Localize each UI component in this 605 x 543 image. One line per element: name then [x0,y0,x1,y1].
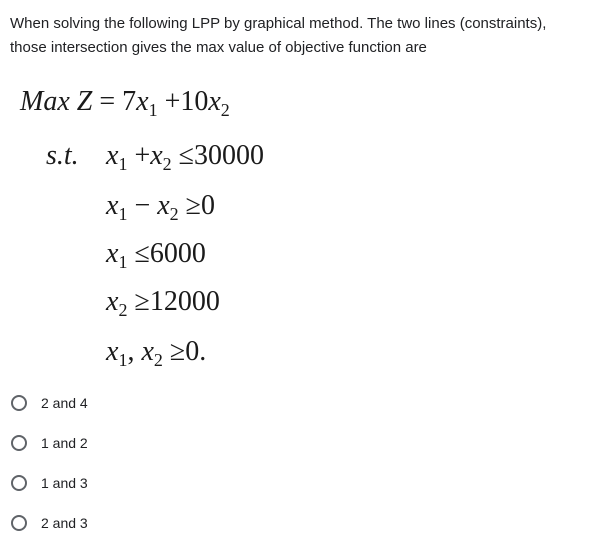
radio-unchecked-icon[interactable] [11,395,27,411]
objective-function: Max $Z = 7x_1 +10x_2$ [20,86,230,120]
option-label: 1 and 2 [41,435,88,451]
option-2-and-4[interactable] [10,383,310,423]
option-2-and-3[interactable] [10,503,310,543]
radio-unchecked-icon[interactable] [11,435,27,451]
constraint-2: $x_1 - x_2 \ge 0$ [106,190,216,224]
option-1-and-2[interactable] [10,423,310,463]
question-line-1: When solving the following LPP by graphical method. The two lines (constraints), [10,15,547,32]
option-label: 1 and 3 [41,475,88,491]
constraint-nonnegativity: $x_1$, $x_2 \ge 0$. [106,336,207,370]
answer-options [10,383,310,543]
radio-unchecked-icon[interactable] [11,515,27,531]
constraint-3: $x_1 \le 6000$ [106,238,206,272]
constraint-1: $x_1 +x_2 \le 30000$ [106,140,265,174]
option-label: 2 and 3 [41,515,88,531]
question-line-2: those intersection gives the max value of objective function are [10,39,427,56]
question-text [10,12,600,60]
radio-unchecked-icon[interactable] [11,475,27,491]
constraint-4: $x_2 \ge 12000$ [106,286,220,320]
option-label: 2 and 4 [41,395,88,411]
option-1-and-3[interactable] [10,463,310,503]
subject-to-label: s.t. [46,140,79,171]
